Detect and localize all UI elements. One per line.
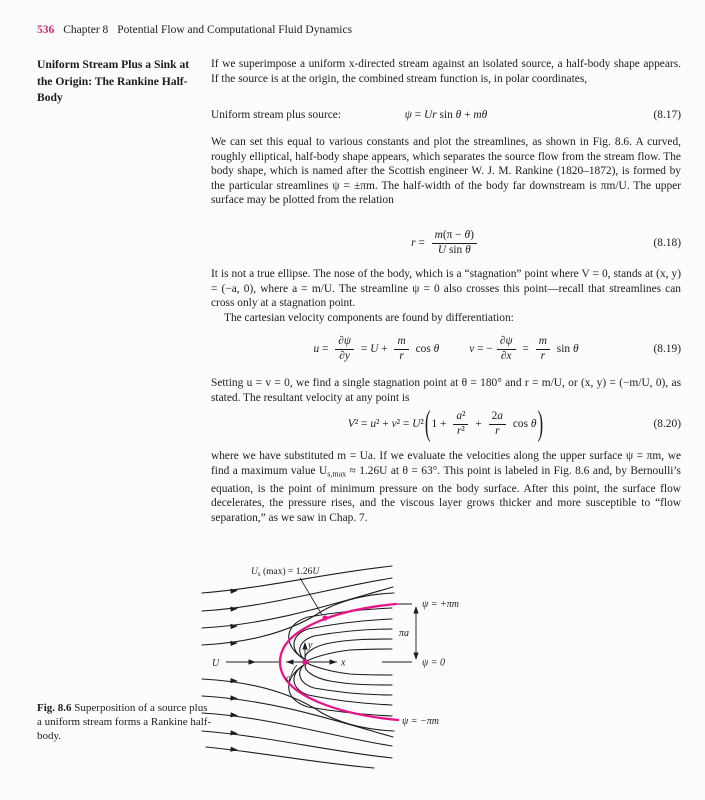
fraction: $\frac{2a}{r}$ xyxy=(489,410,506,438)
equation-body xyxy=(411,229,481,257)
equation-8-17 xyxy=(211,109,681,121)
y-axis-arrow xyxy=(302,642,307,650)
figure-8-6 xyxy=(196,557,516,792)
flow-arrow xyxy=(230,695,238,701)
fraction: $\frac{\text{a²}}{\text{r²}}$ xyxy=(453,410,468,438)
flow-arrow xyxy=(230,606,238,612)
streamline xyxy=(202,679,394,731)
label-psi-zero: ψ = 0 xyxy=(422,657,445,669)
open-paren: ( xyxy=(424,403,431,443)
fraction: $\frac{m}{r}$ xyxy=(394,335,408,363)
equation-8-18 xyxy=(211,226,681,260)
fraction: $\frac{\partial\psi}{\partial x}$ xyxy=(497,335,516,363)
equation-number: (8.20) xyxy=(653,418,681,430)
fraction: $\frac{\partial\psi}{\partial y}$ xyxy=(335,335,354,363)
equation-8-20 xyxy=(211,404,681,444)
equation-8-19 xyxy=(211,332,681,366)
equation-body: u = $\frac{\partial\psi}{\partial y}$ = U + $\frac{m}{r}$ cos θ v = − $\frac{\partial\psi}{\partial x}$ = $\frac{m}{r}$ sin θ xyxy=(313,335,579,362)
paragraph-3: It is not a true ellipse. The nose of the body, which is a “stagnation” point where V = 0, stands at (x, y) = (−a, 0), where a = m/U. The streamline ψ = 0 also crosses this point—recall that streamlines can cross only at a stagnation point. xyxy=(211,268,681,310)
streamline xyxy=(202,593,394,645)
streamline xyxy=(202,578,392,611)
paragraph-2: We can set this equal to various constants and plot the streamlines, as shown in Fig. 8.6. A curved, roughly elliptical, half-body shape appears, which separates the source flow from the stream flow. The body shape, which is named after the Scottish engineer W. J. M. Rankine (1820–1872), is formed by the particular streamlines ψ = ±πm. The half-width of the body far downstream is πm/U. The upper surface may be plotted from the relation xyxy=(211,136,681,207)
streamline xyxy=(300,664,392,695)
section-heading: Uniform Stream Plus a Sink at the Origin: The Rankine Half-Body xyxy=(37,58,190,104)
freestream-arrow xyxy=(249,659,257,664)
equation-number: (8.17) xyxy=(653,109,681,121)
dimension-arrow-bottom xyxy=(413,653,418,661)
label-a-dim: a xyxy=(286,673,291,684)
dimension-arrow-top xyxy=(413,606,418,614)
streamlines-group xyxy=(202,566,394,768)
source-dot xyxy=(302,659,308,665)
streamline xyxy=(307,649,392,661)
label-max-velocity: $U_s$ (max) = 1.26U xyxy=(251,567,320,578)
label-pi-a: πa xyxy=(399,628,410,639)
source-left-arrow xyxy=(286,659,294,664)
paragraph-1: If we superimpose a uniform x-directed stream against an isolated source, a half-body shape appears. If the source is at the origin, the combined stream function is, in polar coordinates, xyxy=(211,58,681,85)
label-y-axis: y xyxy=(308,640,313,651)
chapter-title: Potential Flow and Computational Fluid Dynamics xyxy=(117,24,353,36)
streamline xyxy=(202,713,392,746)
equation-number: (8.19) xyxy=(653,343,681,355)
label-psi-minus: ψ = −πm xyxy=(402,716,439,727)
fraction: $\frac{m(\pi - \theta)}{\text{U sin θ}}$ xyxy=(432,229,477,257)
paragraph-5: where we have substituted m = Ua. If we evaluate the velocities along the upper surface ψ = πm, we find a maximum value $U_{s,max} \approx 1.26U$ at θ = 63°. This point is labeled in Fig. 8.6 and, by Bernoulli’s equation, is the point of minimum pressure on the body surface. After this point, the surface flow decelerates, the pressure rises, and the viscous layer grows thicker and more susceptible to “flow separation,” as we saw in Chap. 7. xyxy=(211,450,681,524)
flow-arrow xyxy=(230,747,238,753)
equation-lhs: r = xyxy=(411,237,428,249)
paragraph-3b: The cartesian velocity components are found by differentiation: xyxy=(224,312,514,324)
caption-text: Superposition of a source plus a uniform stream forms a Rankine half-body. xyxy=(37,702,212,742)
max-velocity-dot xyxy=(322,615,327,620)
chapter-label: Chapter 8 xyxy=(63,24,109,36)
equation-number: (8.18) xyxy=(653,237,681,249)
arrowheads-group xyxy=(230,588,418,753)
paragraph-4: Setting u = v = 0, we find a single stagnation point at θ = 180° and r = m/U, or (x, y) = (−m/U, 0), as stated. The resultant velocity at any point is xyxy=(211,377,681,404)
page-number: 536 xyxy=(37,24,55,36)
label-x-axis: x xyxy=(341,657,346,669)
equation-body: ψ = Ur sin θ + mθ xyxy=(404,109,488,121)
streamline xyxy=(300,629,392,660)
caption-label: Fig. 8.6 xyxy=(37,702,72,714)
label-psi-plus: ψ = +πm xyxy=(422,599,459,610)
page-header xyxy=(37,24,352,36)
figure-caption xyxy=(37,701,212,743)
close-paren: ) xyxy=(537,403,544,443)
equation-body: V² = u² + v² = U² ( 1 + $\frac{\text{a²}}{\text{r²}}$ + $\frac{2a}{r}$ cos θ ) xyxy=(348,410,544,438)
fraction: $\frac{m}{r}$ xyxy=(536,335,550,363)
equation-label: Uniform stream plus source: xyxy=(211,109,342,121)
streamline xyxy=(307,663,392,675)
flow-arrow xyxy=(230,712,238,718)
label-freestream-u: U xyxy=(212,658,220,669)
x-axis-arrow xyxy=(330,659,338,664)
